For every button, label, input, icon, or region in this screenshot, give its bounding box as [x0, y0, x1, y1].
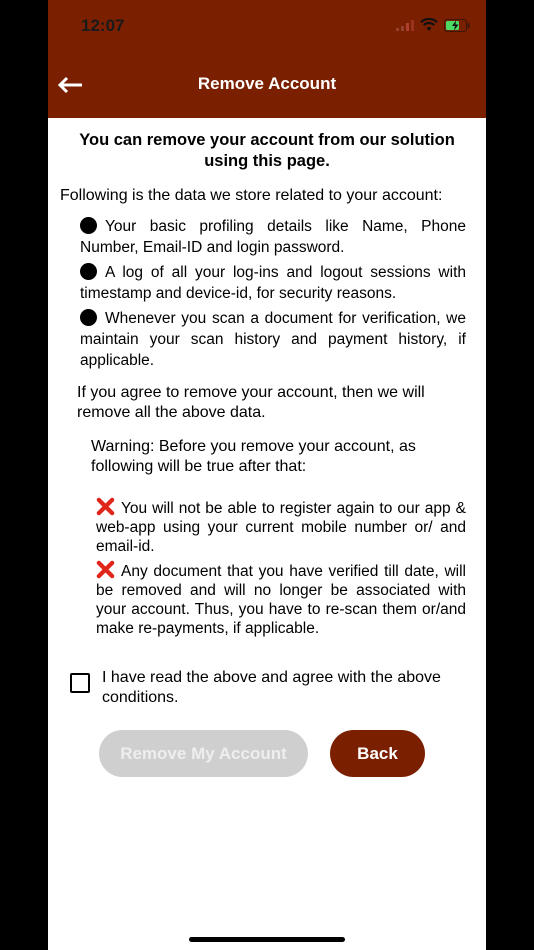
stored-data-list [80, 216, 466, 371]
list-item: A log of all your log-ins and logout sessions with timestamp and device-id, for security reasons. [80, 264, 466, 302]
signal-icon [396, 19, 414, 31]
page-title: Remove Account [197, 74, 337, 93]
agree-checkbox-row [70, 668, 466, 708]
list-item: You will not be able to register again to our app & web-app using your current mobile number or/ and email-id. [96, 497, 466, 556]
home-indicator [189, 937, 345, 942]
cross-mark-icon [96, 497, 115, 516]
warning-list [96, 497, 466, 638]
warning-text: Warning: Before you remove your account, as following will be true after that: [91, 438, 416, 475]
wifi-icon [420, 18, 438, 32]
remove-account-button[interactable]: Remove My Account [99, 730, 308, 777]
header-bar [48, 0, 486, 118]
list-item: Your basic profiling details like Name, Phone Number, Email-ID and login password. [80, 218, 466, 256]
status-icons [396, 18, 470, 32]
app-screen [48, 0, 486, 950]
list-item: Whenever you scan a document for verification, we maintain your scan history and payment history, if applicable. [80, 310, 466, 369]
bullet-icon [80, 263, 97, 280]
main-content [48, 118, 486, 778]
list-item: Any document that you have verified till date, will be removed and will no longer be associated with your account. Thus, you have to re-scan them or/and make re-payments, if applicable. [96, 560, 466, 638]
data-stored-heading: Following is the data we store related to your account: [60, 187, 443, 204]
battery-charging-icon [444, 19, 470, 32]
bullet-icon [80, 217, 97, 234]
status-time: 12:07 [81, 16, 125, 35]
agree-checkbox[interactable] [70, 673, 90, 693]
bullet-icon [80, 309, 97, 326]
agree-checkbox-label[interactable]: I have read the above and agree with the above conditions. [102, 669, 441, 706]
agree-text: If you agree to remove your account, then we will remove all the above data. [77, 384, 425, 421]
intro-text: You can remove your account from our solution using this page. [79, 131, 455, 170]
action-buttons [48, 730, 486, 778]
cross-mark-icon [96, 560, 115, 579]
back-button[interactable]: Back [330, 730, 425, 777]
